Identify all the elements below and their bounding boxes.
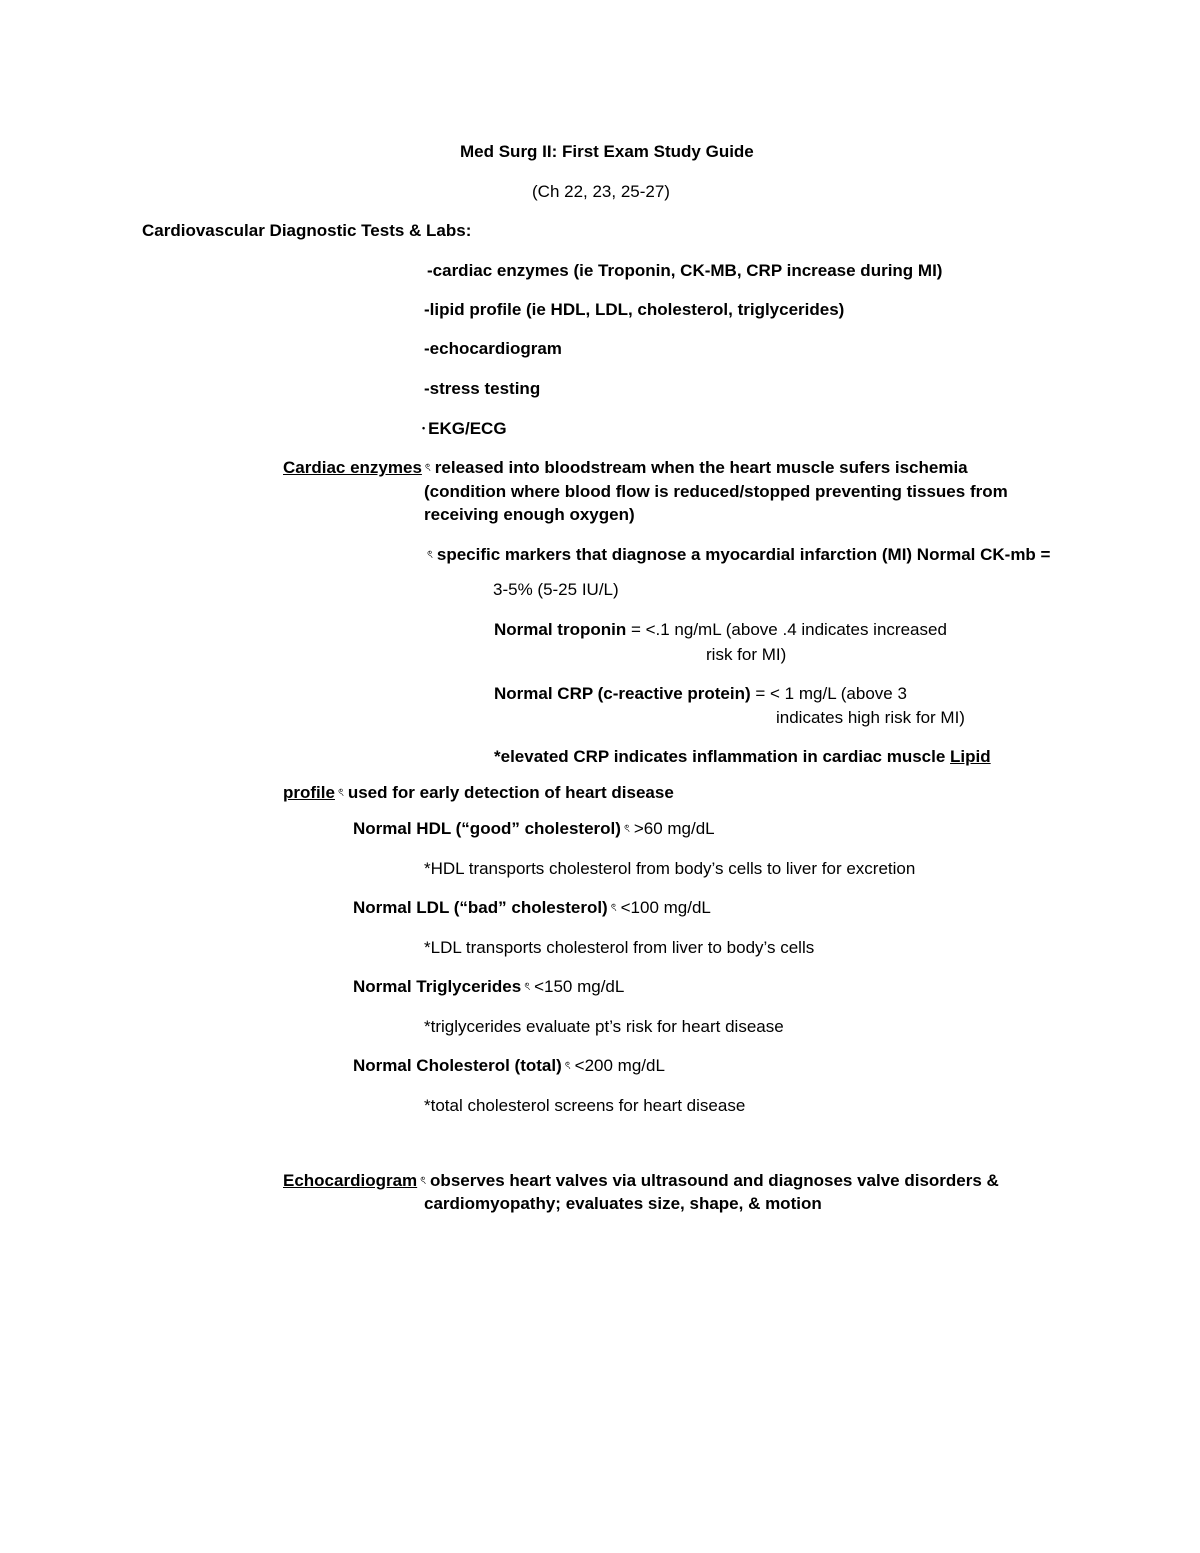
- ldl-value: <100 mg/dL: [620, 898, 711, 917]
- echocardiogram-definition-text: observes heart valves via ultrasound and diagnoses valve disorders &: [430, 1171, 999, 1190]
- cardiac-markers-text: specific markers that diagnose a myocardial infarction (MI) Normal CK-mb =: [436, 545, 1051, 564]
- arrow-icon: ৎ: [623, 823, 630, 835]
- troponin-value-continued: risk for MI): [706, 645, 787, 664]
- cardiac-enzymes-definition-line1: [283, 457, 968, 479]
- crp-note: *elevated CRP indicates inflammation in cardiac muscle: [494, 747, 951, 766]
- crp-value: = < 1 mg/L (above 3: [750, 684, 907, 703]
- ckmb-value: 3-5% (5-25 IU/L): [493, 580, 619, 599]
- crp-label: Normal CRP (c-reactive protein): [494, 684, 751, 703]
- hdl-note: *HDL transports cholesterol from body’s cells to liver for excretion: [424, 859, 916, 878]
- crp-note-line: [494, 746, 991, 768]
- echocardiogram-term: Echocardiogram: [283, 1171, 418, 1190]
- hdl-value: >60 mg/dL: [633, 819, 715, 838]
- test-list-item-echocardiogram: -echocardiogram: [424, 339, 562, 358]
- section-heading: Cardiovascular Diagnostic Tests & Labs:: [142, 221, 472, 240]
- document-subtitle: (Ch 22, 23, 25-27): [532, 182, 670, 201]
- ldl-line: [353, 897, 711, 919]
- troponin-line: [494, 619, 947, 641]
- cardiac-enzymes-definition-line2: (condition where blood flow is reduced/stopped preventing tissues from: [424, 482, 1008, 501]
- troponin-value: = <.1 ng/mL (above .4 indicates increased: [626, 620, 947, 639]
- echocardiogram-definition-line2: cardiomyopathy; evaluates size, shape, & motion: [424, 1194, 822, 1213]
- ldl-label: Normal LDL (“bad” cholesterol): [353, 898, 608, 917]
- crp-value-continued: indicates high risk for MI): [776, 708, 965, 727]
- crp-line: [494, 683, 907, 705]
- arrow-icon: ৎ: [564, 1060, 571, 1072]
- cardiac-enzymes-term: Cardiac enzymes: [283, 458, 422, 477]
- test-list-item-cardiac-enzymes: -cardiac enzymes (ie Troponin, CK-MB, CRP increase during MI): [427, 261, 943, 280]
- test-list-item-stress-testing: -stress testing: [424, 379, 541, 398]
- ldl-note: *LDL transports cholesterol from liver to body’s cells: [424, 938, 815, 957]
- arrow-icon: ৎ: [427, 549, 433, 561]
- total-cholesterol-note: *total cholesterol screens for heart disease: [424, 1096, 746, 1115]
- arrow-icon: ৎ: [424, 462, 431, 474]
- test-list-item-lipid-profile: -lipid profile (ie HDL, LDL, cholesterol, triglycerides): [424, 300, 845, 319]
- triglycerides-note: *triglycerides evaluate pt’s risk for heart disease: [424, 1017, 784, 1036]
- triglycerides-value: <150 mg/dL: [534, 977, 625, 996]
- bullet-icon: •: [422, 423, 426, 433]
- arrow-icon: ৎ: [337, 787, 344, 799]
- cardiac-markers-line: [424, 544, 1050, 566]
- arrow-icon: ৎ: [420, 1175, 427, 1187]
- hdl-label: Normal HDL (“good” cholesterol): [353, 819, 621, 838]
- arrow-icon: ৎ: [610, 902, 617, 914]
- echocardiogram-definition-line1: [283, 1170, 999, 1192]
- lipid-profile-term-part1: Lipid: [950, 747, 991, 766]
- test-list-item-ekg: [422, 417, 507, 440]
- document-title: Med Surg II: First Exam Study Guide: [460, 142, 754, 161]
- test-list-item-ekg-label: EKG/ECG: [428, 419, 507, 438]
- triglycerides-label: Normal Triglycerides: [353, 977, 522, 996]
- arrow-icon: ৎ: [524, 981, 531, 993]
- total-cholesterol-label: Normal Cholesterol (total): [353, 1056, 562, 1075]
- troponin-label: Normal troponin: [494, 620, 627, 639]
- triglycerides-line: [353, 976, 624, 998]
- total-cholesterol-value: <200 mg/dL: [574, 1056, 665, 1075]
- lipid-profile-definition-line: [283, 782, 674, 804]
- cardiac-enzymes-definition-line3: receiving enough oxygen): [424, 505, 635, 524]
- total-cholesterol-line: [353, 1055, 665, 1077]
- cardiac-enzymes-definition-text: released into bloodstream when the heart muscle sufers ischemia: [434, 458, 968, 477]
- hdl-line: [353, 818, 715, 840]
- lipid-profile-term-part2: profile: [283, 783, 335, 802]
- lipid-profile-definition: used for early detection of heart disease: [347, 783, 674, 802]
